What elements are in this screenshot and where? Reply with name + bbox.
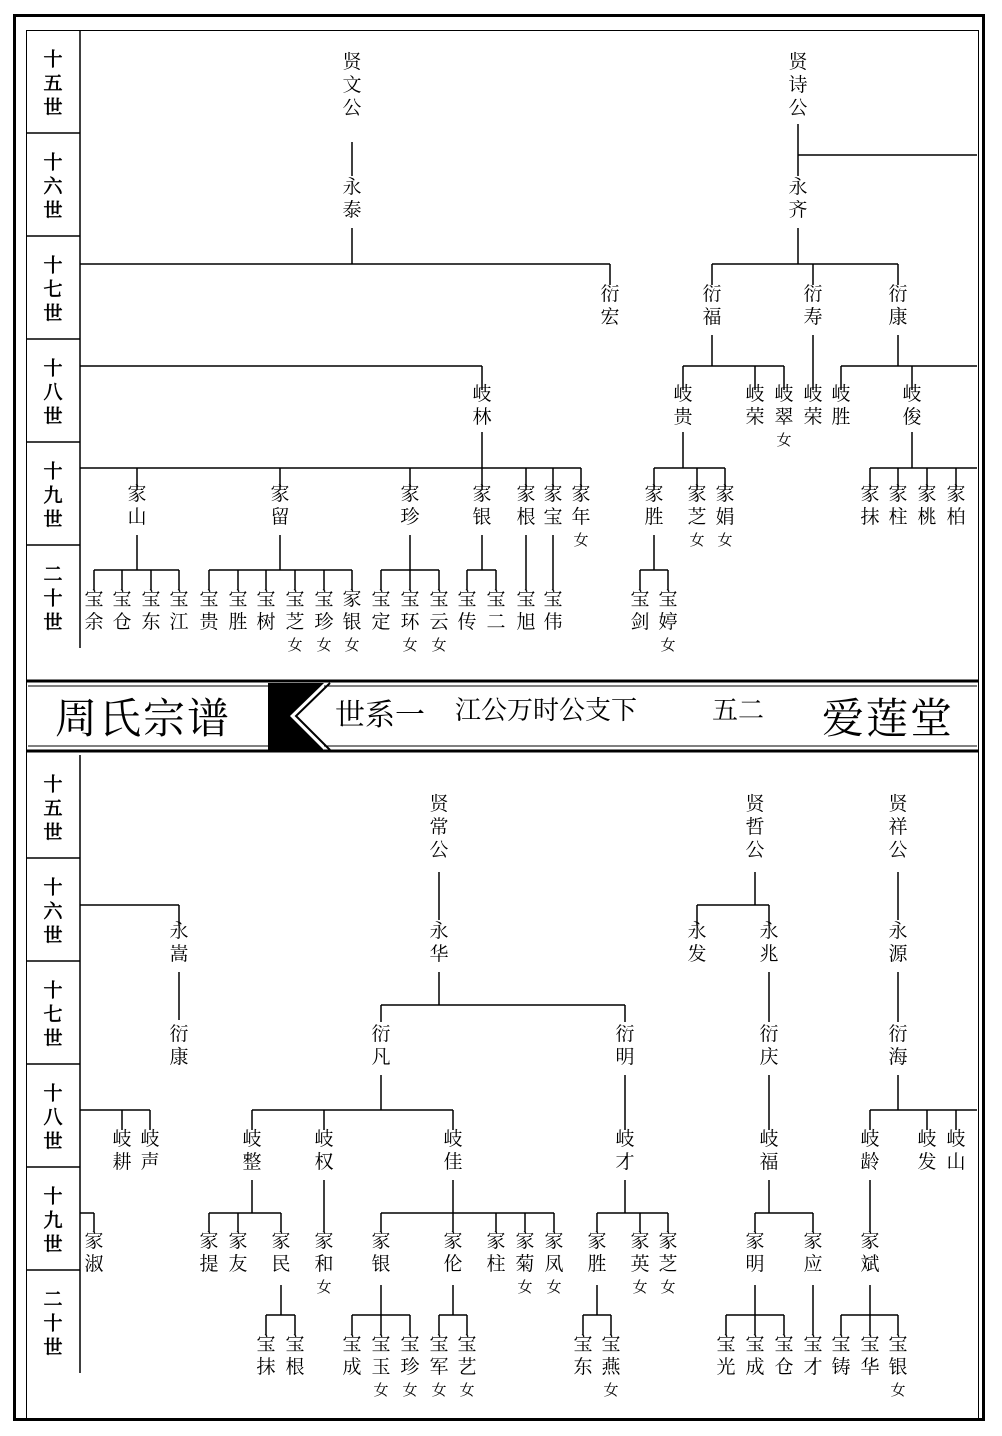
- person-name: 家英女: [630, 1230, 650, 1296]
- person-name: 宝军女: [429, 1333, 449, 1399]
- person-name: 家胜: [644, 483, 664, 528]
- person-name: 家银: [472, 483, 492, 528]
- person-name: 家银: [371, 1230, 391, 1275]
- person-name: 宝江: [169, 588, 189, 633]
- person-name: 衍庆: [759, 1023, 779, 1068]
- person-name: 宝东: [141, 588, 161, 633]
- person-name: 衍寿: [803, 283, 823, 328]
- person-name: 宝华: [860, 1333, 880, 1378]
- generation-label-bottom-20: 二十世: [43, 1288, 63, 1359]
- person-name: 宝根: [285, 1333, 305, 1378]
- person-name: 岐福: [759, 1128, 779, 1173]
- person-name: 宝贵: [199, 588, 219, 633]
- person-name: 衍宏: [600, 283, 620, 328]
- person-name: 宝才: [803, 1333, 823, 1378]
- person-name: 宝玉女: [371, 1333, 391, 1399]
- generation-label-top-20: 二十世: [43, 563, 63, 634]
- person-name: 宝铸: [831, 1333, 851, 1378]
- person-name: 岐山: [946, 1128, 966, 1173]
- person-name: 宝剑: [630, 588, 650, 633]
- generation-label-top-15: 十五世: [43, 48, 63, 119]
- person-name: 宝伟: [543, 588, 563, 633]
- person-name: 宝东: [573, 1333, 593, 1378]
- person-name: 岐发: [917, 1128, 937, 1173]
- person-name: 宝银女: [888, 1333, 908, 1399]
- person-name: 家芝女: [658, 1230, 678, 1296]
- person-name: 宝环女: [400, 588, 420, 654]
- generation-label-bottom-16: 十六世: [43, 876, 63, 947]
- person-name: 家明: [745, 1230, 765, 1275]
- person-name: 永源: [888, 920, 908, 965]
- person-name: 永兆: [759, 920, 779, 965]
- person-name: 宝二: [486, 588, 506, 633]
- person-name: 岐荣: [803, 383, 823, 428]
- person-name: 岐声: [140, 1128, 160, 1173]
- person-name: 宝光: [716, 1333, 736, 1378]
- person-name: 岐林: [472, 383, 492, 428]
- person-name: 贤常公: [429, 793, 449, 861]
- page-number: 五二: [712, 696, 765, 726]
- genealogy-title: 周氏宗谱: [55, 694, 232, 743]
- person-name: 家胜: [587, 1230, 607, 1275]
- person-name: 宝余: [84, 588, 104, 633]
- person-name: 贤诗公: [788, 51, 808, 119]
- person-name: 家菊女: [515, 1230, 535, 1296]
- generation-label-top-18: 十八世: [43, 357, 63, 428]
- person-name: 宝燕女: [601, 1333, 621, 1399]
- person-name: 家柱: [486, 1230, 506, 1275]
- person-name: 宝芝女: [285, 588, 305, 654]
- person-name: 宝胜: [228, 588, 248, 633]
- generation-label-top-16: 十六世: [43, 151, 63, 222]
- person-name: 家宝: [543, 483, 563, 528]
- person-name: 宝树: [256, 588, 276, 633]
- person-name: 岐耕: [112, 1128, 132, 1173]
- person-name: 岐整: [242, 1128, 262, 1173]
- person-name: 衍康: [888, 283, 908, 328]
- person-name: 岐荣: [745, 383, 765, 428]
- person-name: 家凤女: [544, 1230, 564, 1296]
- person-name: 宝传: [457, 588, 477, 633]
- person-name: 宝仓: [112, 588, 132, 633]
- person-name: 贤祥公: [888, 793, 908, 861]
- person-name: 家斌: [860, 1230, 880, 1275]
- person-name: 家山: [127, 483, 147, 528]
- person-name: 宝珍女: [400, 1333, 420, 1399]
- person-name: 宝定: [371, 588, 391, 633]
- person-name: 岐才: [615, 1128, 635, 1173]
- person-name: 家抹: [860, 483, 880, 528]
- person-name: 家年女: [571, 483, 591, 549]
- generation-label-bottom-15: 十五世: [43, 773, 63, 844]
- person-name: 家桃: [917, 483, 937, 528]
- person-name: 家民: [271, 1230, 291, 1275]
- person-name: 家根: [516, 483, 536, 528]
- section-label: 世系一: [335, 698, 425, 733]
- person-name: 衍凡: [371, 1023, 391, 1068]
- person-name: 家芝女: [687, 483, 707, 549]
- person-name: 永华: [429, 920, 449, 965]
- person-name: 宝珍女: [314, 588, 334, 654]
- person-name: 岐佳: [443, 1128, 463, 1173]
- hall-name: 爱莲堂: [822, 694, 955, 743]
- person-name: 永齐: [788, 176, 808, 221]
- person-name: 宝成: [342, 1333, 362, 1378]
- person-name: 永泰: [342, 176, 362, 221]
- person-name: 衍福: [702, 283, 722, 328]
- person-name: 家和女: [314, 1230, 334, 1296]
- person-name: 宝云女: [429, 588, 449, 654]
- person-name: 贤哲公: [745, 793, 765, 861]
- person-name: 宝抹: [256, 1333, 276, 1378]
- person-name: 家柏: [946, 483, 966, 528]
- person-name: 宝艺女: [457, 1333, 477, 1399]
- person-name: 家提: [199, 1230, 219, 1275]
- person-name: 岐贵: [673, 383, 693, 428]
- generation-label-bottom-18: 十八世: [43, 1082, 63, 1153]
- person-name: 家伦: [443, 1230, 463, 1275]
- person-name: 家银女: [342, 588, 362, 654]
- person-name: 永嵩: [169, 920, 189, 965]
- person-name: 岐俊: [902, 383, 922, 428]
- person-name: 宝成: [745, 1333, 765, 1378]
- person-name: 宝婷女: [658, 588, 678, 654]
- generation-label-top-19: 十九世: [43, 460, 63, 531]
- person-name: 永发: [687, 920, 707, 965]
- person-name: 岐胜: [831, 383, 851, 428]
- person-name: 家珍: [400, 483, 420, 528]
- person-name: 宝仓: [774, 1333, 794, 1378]
- branch-subtitle: 江公万时公支下: [455, 696, 638, 726]
- generation-label-bottom-17: 十七世: [43, 979, 63, 1050]
- person-name: 岐龄: [860, 1128, 880, 1173]
- person-name: 衍明: [615, 1023, 635, 1068]
- person-name: 贤文公: [342, 51, 362, 119]
- person-name: 岐权: [314, 1128, 334, 1173]
- person-name: 家友: [228, 1230, 248, 1275]
- person-name: 家留: [270, 483, 290, 528]
- person-name: 家淑: [84, 1230, 104, 1275]
- person-name: 家柱: [888, 483, 908, 528]
- generation-label-top-17: 十七世: [43, 254, 63, 325]
- generation-label-bottom-19: 十九世: [43, 1185, 63, 1256]
- person-name: 家应: [803, 1230, 823, 1275]
- person-name: 家娟女: [715, 483, 735, 549]
- person-name: 衍康: [169, 1023, 189, 1068]
- person-name: 衍海: [888, 1023, 908, 1068]
- person-name: 岐翠女: [774, 383, 794, 449]
- person-name: 宝旭: [516, 588, 536, 633]
